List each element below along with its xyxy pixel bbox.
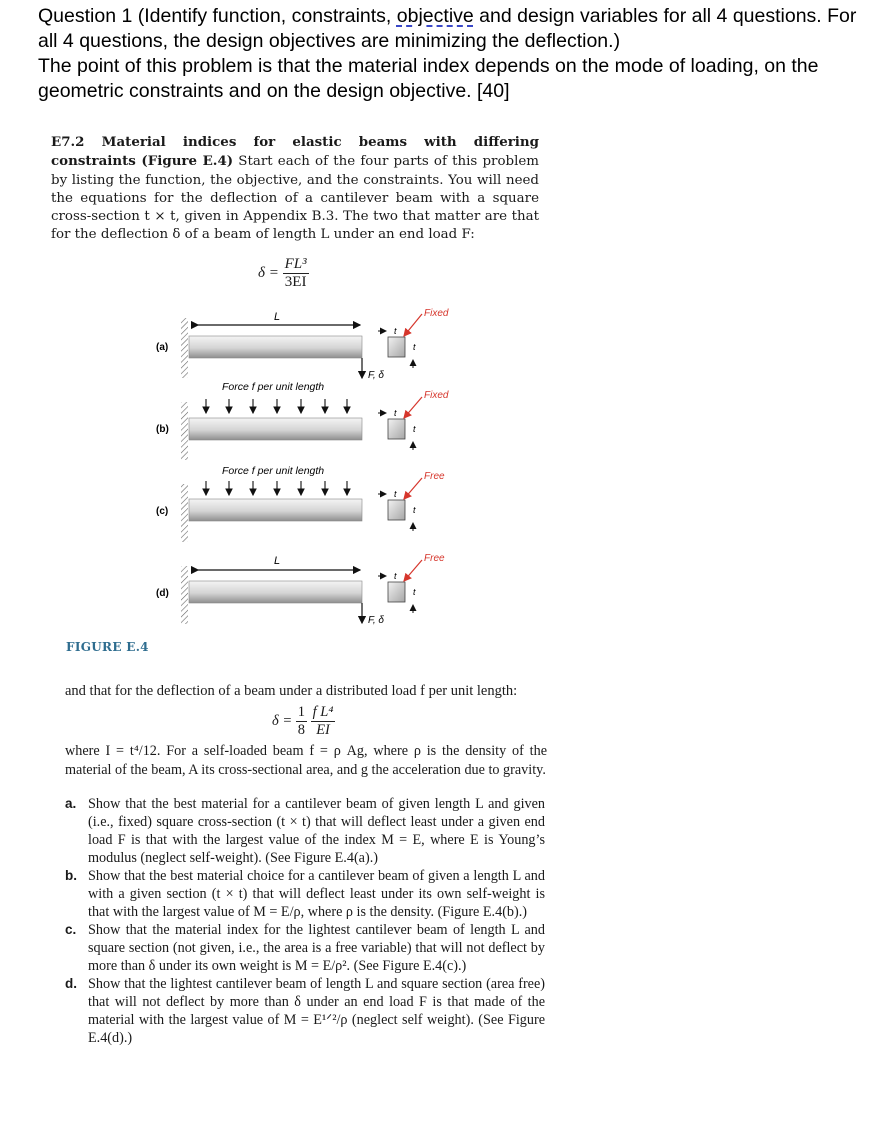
panel-tag: (c) <box>156 506 169 517</box>
cross-section <box>388 337 405 357</box>
part-b: b. Show that the best material choice for a cantilever beam of given a length L and with a given section (t × t) that will deflect least under its own self-weight is that with the largest value of M = E/ρ, where ρ is the density. (Figure E.4(b).) <box>65 868 545 920</box>
continuation-text: and that for the deflection of a beam under a distributed load f per unit length: <box>65 683 518 699</box>
part-d: d. Show that the lightest cantilever beam of length L and square section (area free) that will not deflect by more than δ under an end load F is that made of the material with the largest value of M = E¹ᐟ²/ρ (neglect self weight). (See Figure E.4(d).) <box>65 976 545 1046</box>
wall-support <box>181 402 188 460</box>
equation-distributed-load: δ = $\frac{1}{8}$ $\frac{\text{f L⁴}}{EI}$ <box>272 704 334 738</box>
cross-section <box>388 419 405 439</box>
fraction: $\frac{\text{f L⁴}}{EI}$ <box>312 704 334 738</box>
panel-tag: (d) <box>156 588 169 599</box>
beam <box>189 418 362 440</box>
section-status: Free <box>424 553 445 564</box>
wall-support <box>181 566 188 624</box>
panel-tag: (a) <box>156 342 169 353</box>
cross-section <box>388 500 405 520</box>
distributed-load-arrows <box>206 399 347 413</box>
part-c: c. Show that the material index for the lightest cantilever beam of length L and square section (not given, i.e., the area is a free variable) that will not deflect by more than δ under its own weight is M = E/ρ². (See Figure E.4(c).) <box>65 922 545 974</box>
question-line-3: The point of this problem is that the material index depends on the mode of loading, on the <box>38 55 819 77</box>
panel-tag: (b) <box>156 424 169 435</box>
t-label: t <box>413 424 416 434</box>
load-label: F, δ <box>368 615 384 626</box>
section-pointer <box>404 478 422 499</box>
t-label: t <box>413 587 416 597</box>
panel-c <box>156 465 445 542</box>
exercise-title: E7.2 Material indices for elastic beams with differing constraints (Figure E.4) <box>51 134 539 170</box>
panel-d <box>156 553 445 626</box>
beam <box>189 336 362 358</box>
equation-end-load: δ = $\frac{\text{FL³}}{3EI}$ <box>258 256 307 290</box>
distributed-load-arrows <box>206 481 347 495</box>
section-pointer <box>404 560 422 581</box>
section-status: Fixed <box>424 390 449 401</box>
panel-top-label: Force f per unit length <box>222 381 325 393</box>
spellcheck-word[interactable]: objective <box>396 5 474 27</box>
figure-caption: FIGURE E.4 <box>66 640 149 654</box>
part-a: a. Show that the best material for a cantilever beam of given length L and given (i.e., fixed) square cross-section (t × t) that will deflect least under a given end load F is that with the largest value of the index M = E, where E is Young’s modulus (neglect self-weight). (See Figure E.4(a).) <box>65 796 545 866</box>
where-text: where I = t⁴/12. For a self-loaded beam f = ρ Ag, where ρ is the density of the material of the beam, A its cross-sectional area, and g the acceleration due to gravity. <box>65 743 547 778</box>
fraction: $\frac{\text{FL³}}{3EI}$ <box>284 256 307 290</box>
exercise-body: Start each of the four parts of this problem by listing the function, the objective, and the constraints. You will need the equations for the deflection of a cantilever beam with a square cross-section t × t, given in Appendix B.3. The two that matter are that for the deflection δ of a beam of length L under an end load F: <box>51 154 539 243</box>
wall-support <box>181 484 188 542</box>
panel-top-label: Force f per unit length <box>222 465 325 477</box>
cross-section <box>388 582 405 602</box>
section-status: Free <box>424 471 445 482</box>
panel-a <box>156 308 449 381</box>
panel-top-label: L <box>274 555 281 567</box>
question-line-1: Question 1 (Identify function, constraints, objective and design variables for all 4 questions. For <box>38 5 857 27</box>
section-pointer <box>404 397 422 418</box>
fraction: $\frac{1}{8}$ <box>297 704 306 738</box>
question-line-4: geometric constraints and on the design objective. [40] <box>38 80 510 102</box>
section-pointer <box>404 314 422 336</box>
wall-support <box>181 318 188 378</box>
beam <box>189 581 362 603</box>
panel-b <box>156 381 449 460</box>
question-line-2: all 4 questions, the design objectives are minimizing the deflection.) <box>38 30 621 52</box>
t-label: t <box>413 505 416 515</box>
question-parts <box>65 795 545 1047</box>
beam <box>189 499 362 521</box>
t-label: t <box>394 489 397 499</box>
section-status: Fixed <box>424 308 449 319</box>
t-label: t <box>394 408 397 418</box>
t-label: t <box>394 571 397 581</box>
t-label: t <box>413 342 416 352</box>
panel-top-label: L <box>274 311 281 323</box>
t-label: t <box>394 326 397 336</box>
load-label: F, δ <box>368 370 384 381</box>
